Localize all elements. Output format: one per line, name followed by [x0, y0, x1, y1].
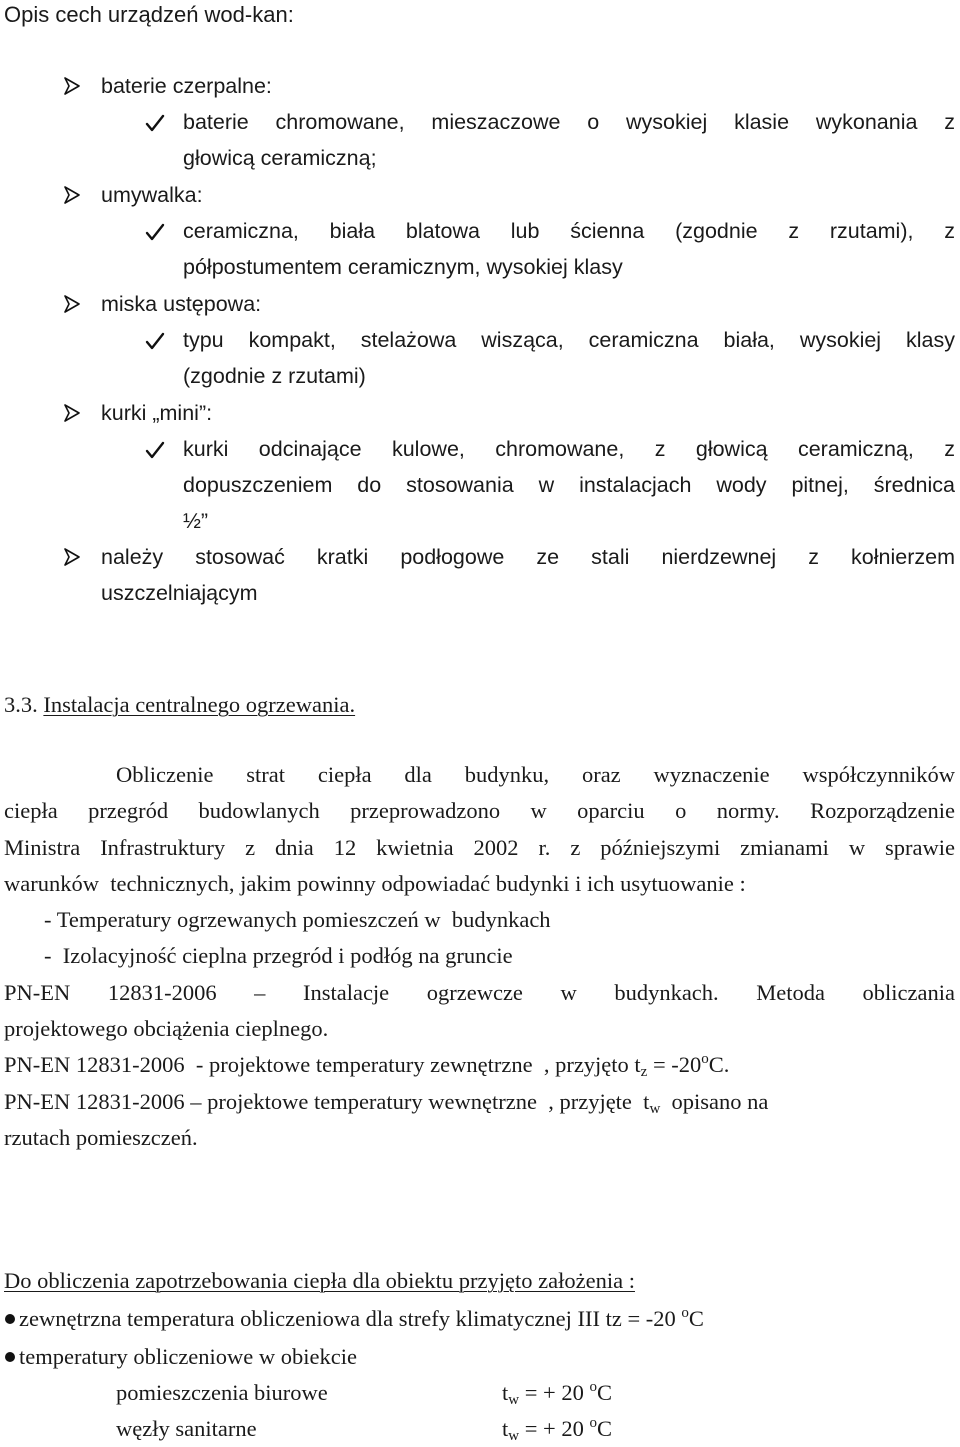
value-text: = -20: [647, 1052, 702, 1077]
paragraph-line: ciepła przegród budowlanych przeprowadzono w oparciu o normy. Rozporządzenie: [4, 798, 955, 823]
list-item-detail: (zgodnie z rzutami): [183, 364, 366, 388]
superscript: o: [681, 1305, 689, 1321]
list-item-detail: ceramiczna, biała blatowa lub ścienna (zgodnie z rzutami), z: [183, 219, 955, 243]
room-name: pomieszczenia biurowe: [116, 1380, 328, 1405]
arrow-bullet-icon: [64, 77, 80, 95]
list-item-detail: baterie chromowane, mieszaczowe o wysokiej klasie wykonania z: [183, 110, 955, 134]
assumptions-intro: [4, 1263, 635, 1299]
dash-item: - Izolacyjność cieplna przegród i podłóg na gruncie: [44, 943, 513, 968]
check-bullet-icon: [145, 440, 165, 460]
list-item-label: baterie czerpalne:: [101, 74, 272, 98]
arrow-bullet-icon: [64, 295, 80, 313]
arrow-bullet-icon: [64, 404, 80, 422]
dot-bullet-icon: [5, 1314, 15, 1324]
section-title: Instalacja centralnego ogrzewania.: [43, 692, 356, 717]
list-item-detail: typu kompakt, stelażowa wisząca, ceramiczna biała, wysokiej klasy: [183, 328, 955, 352]
temp-symbol: t: [502, 1416, 509, 1441]
list-item-detail: półpostumentem ceramicznym, wysokiej klasy: [183, 255, 623, 279]
page-heading: Opis cech urządzeń wod-kan:: [4, 2, 294, 27]
unit-text: C: [597, 1416, 613, 1441]
assumptions-intro-text: Do obliczenia zapotrzebowania ciepła dla obiektu przyjęto założenia :: [4, 1268, 635, 1293]
room-temperature: [502, 1375, 612, 1411]
list-item-label: należy stosować kratki podłogowe ze stali nierdzewnej z kołnierzem: [101, 545, 955, 569]
room-temperature: [502, 1411, 612, 1447]
dot-bullet-icon: [5, 1352, 15, 1362]
list-item-label: miska ustępowa:: [101, 292, 262, 316]
list-item-detail: ½”: [183, 509, 209, 533]
dash-item: - Temperatury ogrzewanych pomieszczeń w budynkach: [44, 907, 551, 932]
standard-ref: PN-EN 12831-2006 – Instalacje ogrzewcze w budynkach. Metoda obliczania: [4, 980, 955, 1005]
standard-ref: [4, 1047, 729, 1083]
list-item-detail: dopuszczeniem do stosowania w instalacjach wody pitnej, średnica: [183, 473, 955, 497]
check-bullet-icon: [145, 222, 165, 242]
list-item-label: kurki „mini”:: [101, 401, 213, 425]
room-name: węzły sanitarne: [116, 1416, 257, 1441]
list-item-detail: głowicą ceramiczną;: [183, 146, 377, 170]
section-number: 3.3.: [4, 692, 38, 717]
list-item-label: umywalka:: [101, 183, 203, 207]
list-item-label: uszczelniającym: [101, 581, 258, 605]
standard-ref-text: PN-EN 12831-2006 - projektowe temperatury zewnętrzne , przyjęto t: [4, 1052, 641, 1077]
superscript: o: [589, 1379, 597, 1395]
paragraph-line: warunków technicznych, jakim powinny odpowiadać budynki i ich usytuowanie :: [4, 871, 746, 896]
superscript: o: [589, 1415, 597, 1431]
paragraph-line: Obliczenie strat ciepła dla budynku, oraz wyznaczenie współczynników: [116, 762, 955, 787]
subscript: z: [640, 1064, 648, 1080]
temp-symbol: t: [502, 1380, 509, 1405]
standard-ref: [4, 1084, 955, 1120]
subscript: w: [508, 1428, 520, 1444]
arrow-bullet-icon: [64, 548, 80, 566]
unit-text: C: [597, 1380, 613, 1405]
temp-value: = + 20: [519, 1380, 590, 1405]
superscript: o: [701, 1051, 709, 1067]
temp-value: = + 20: [519, 1416, 590, 1441]
section-heading: [4, 687, 355, 723]
assumption-item: [19, 1301, 704, 1337]
subscript: w: [649, 1101, 661, 1117]
standard-ref-cont: rzutach pomieszczeń.: [4, 1125, 198, 1150]
check-bullet-icon: [145, 113, 165, 133]
paragraph-line: Ministra Infrastruktury z dnia 12 kwietnia 2002 r. z późniejszymi zmianami w sprawie: [4, 835, 955, 860]
arrow-bullet-icon: [64, 186, 80, 204]
list-item-detail: kurki odcinające kulowe, chromowane, z głowicą ceramiczną, z: [183, 437, 955, 461]
subscript: w: [508, 1392, 520, 1408]
standard-ref-cont: projektowego obciążenia cieplnego.: [4, 1016, 329, 1041]
unit-text: C.: [708, 1052, 730, 1077]
assumption-text: zewnętrzna temperatura obliczeniowa dla strefy klimatycznej III tz = -20: [19, 1306, 682, 1331]
assumption-item: temperatury obliczeniowe w obiekcie: [19, 1344, 357, 1369]
check-bullet-icon: [145, 331, 165, 351]
standard-ref-text: PN-EN 12831-2006 – projektowe temperatury wewnętrzne , przyjęte t: [4, 1089, 650, 1114]
standard-ref-text: opisano na: [660, 1089, 769, 1114]
unit-text: C: [688, 1306, 704, 1331]
